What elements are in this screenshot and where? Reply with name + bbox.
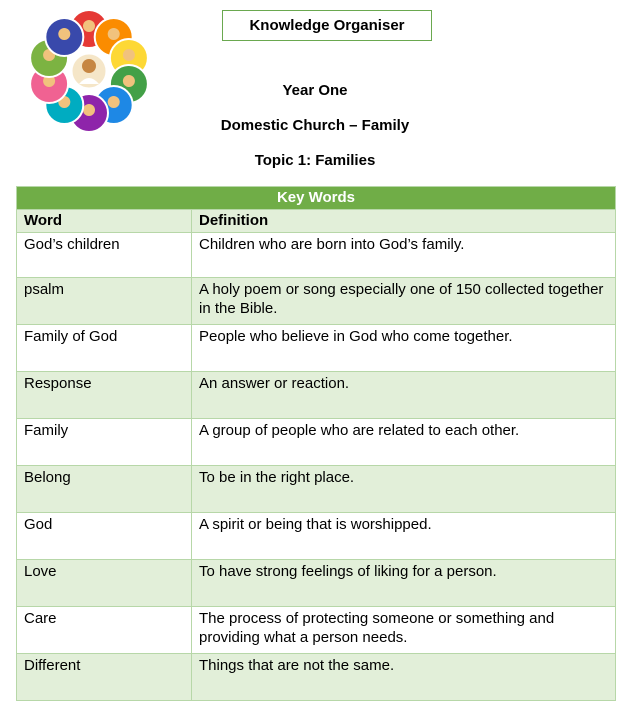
- word-cell: Response: [17, 372, 192, 419]
- table-row: [17, 513, 616, 560]
- flower-logo: [24, 6, 154, 136]
- table-row: [17, 278, 616, 325]
- logo-child-face: [83, 104, 95, 116]
- word-cell: Family: [17, 419, 192, 466]
- table-title-row: [17, 187, 616, 210]
- logo-child-face: [58, 28, 70, 40]
- logo-child-face: [108, 96, 120, 108]
- word-cell: Belong: [17, 466, 192, 513]
- word-cell: God: [17, 513, 192, 560]
- table-row: [17, 466, 616, 513]
- definition-cell: A group of people who are related to each other.: [192, 419, 616, 466]
- topic-heading: Topic 1: Families: [254, 152, 376, 169]
- logo-child-face: [123, 75, 135, 87]
- word-cell: Love: [17, 560, 192, 607]
- page-title: Knowledge Organiser: [222, 10, 432, 41]
- definition-cell: Children who are born into God’s family.: [192, 233, 616, 278]
- unit-heading: Domestic Church – Family: [220, 117, 410, 134]
- word-cell: psalm: [17, 278, 192, 325]
- definition-cell: A holy poem or song especially one of 150 collected together in the Bible.: [192, 278, 616, 325]
- table-row: [17, 607, 616, 654]
- table-title: Key Words: [17, 187, 616, 210]
- definition-cell: People who believe in God who come together.: [192, 325, 616, 372]
- definition-cell: A spirit or being that is worshipped.: [192, 513, 616, 560]
- table-row: [17, 325, 616, 372]
- definition-cell: To be in the right place.: [192, 466, 616, 513]
- definition-cell: The process of protecting someone or something and providing what a person needs.: [192, 607, 616, 654]
- word-cell: Family of God: [17, 325, 192, 372]
- key-words-table: [16, 186, 616, 701]
- definition-cell: An answer or reaction.: [192, 372, 616, 419]
- word-cell: Different: [17, 654, 192, 701]
- table-row: [17, 560, 616, 607]
- year-heading: Year One: [282, 82, 348, 99]
- table-header-row: [17, 210, 616, 233]
- table-row: [17, 233, 616, 278]
- word-cell: God’s children: [17, 233, 192, 278]
- column-header-word: Word: [17, 210, 192, 233]
- logo-child-face: [123, 49, 135, 61]
- word-cell: Care: [17, 607, 192, 654]
- column-header-definition: Definition: [192, 210, 616, 233]
- definition-cell: Things that are not the same.: [192, 654, 616, 701]
- logo-child-face: [108, 28, 120, 40]
- logo-child-face: [83, 20, 95, 32]
- table-row: [17, 654, 616, 701]
- table-row: [17, 419, 616, 466]
- definition-cell: To have strong feelings of liking for a person.: [192, 560, 616, 607]
- table-row: [17, 372, 616, 419]
